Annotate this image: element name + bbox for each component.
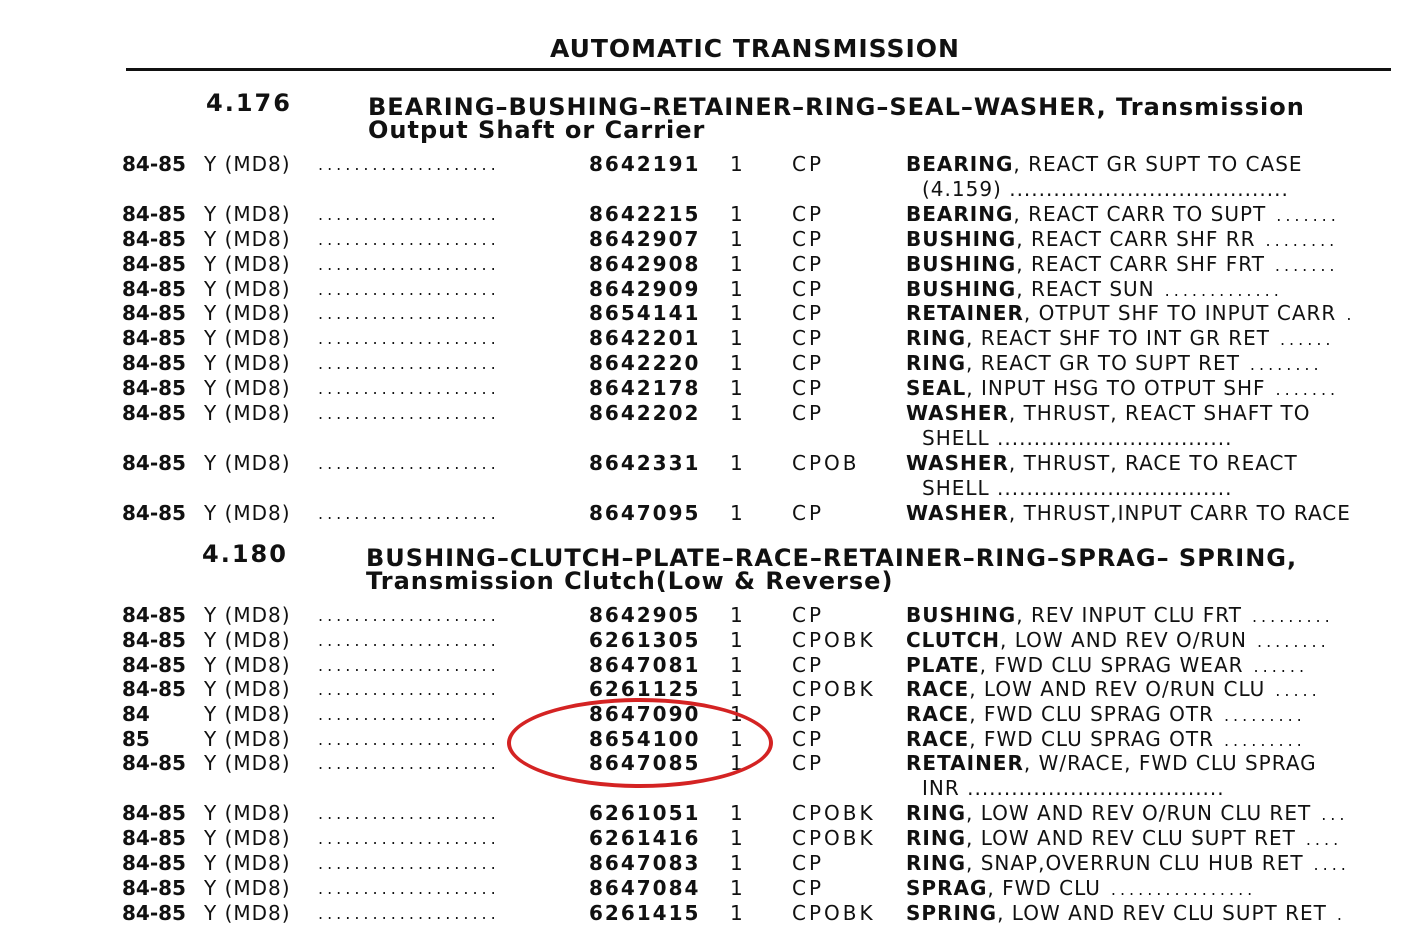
part-description [906, 501, 1351, 526]
class-code: CPOBK [792, 677, 876, 701]
quantity: 1 [730, 653, 743, 677]
quantity: 1 [730, 826, 743, 850]
parts-row [0, 277, 1412, 302]
class-code: CP [792, 202, 825, 226]
part-detail: , LOW AND REV CLU SUPT RET [997, 901, 1327, 925]
leader-dots: .................... [318, 730, 500, 749]
quantity: 1 [730, 801, 743, 825]
quantity: 1 [730, 677, 743, 701]
parts-row [0, 628, 1412, 653]
part-description [906, 252, 1339, 278]
part-description [906, 376, 1339, 402]
part-name: SPRAG [906, 876, 988, 900]
part-description [906, 628, 1330, 654]
model-code: Y (MD8) [204, 451, 291, 475]
model-code: Y (MD8) [204, 653, 291, 677]
part-number: 8654141 [589, 301, 701, 325]
part-description [906, 851, 1350, 877]
model-year: 84-85 [122, 751, 186, 775]
parts-row [0, 351, 1412, 376]
part-name: RACE [906, 727, 970, 751]
model-code: Y (MD8) [204, 277, 291, 301]
section-number: 4.176 [206, 89, 292, 117]
class-code: CP [792, 501, 825, 525]
model-year: 84-85 [122, 628, 186, 652]
part-detail: , FWD CLU SPRAG WEAR [979, 653, 1244, 677]
part-number: 6261305 [589, 628, 701, 652]
model-year: 84-85 [122, 603, 186, 627]
trailing-dots: ...... [1253, 657, 1309, 676]
trailing-dots: ....... [1276, 206, 1340, 225]
parts-row [0, 826, 1412, 851]
model-code: Y (MD8) [204, 603, 291, 627]
part-description [906, 801, 1348, 827]
trailing-dots: .... [1313, 855, 1350, 874]
quantity: 1 [730, 227, 743, 251]
leader-dots: .................... [318, 280, 500, 299]
part-name: RING [906, 326, 966, 350]
model-code: Y (MD8) [204, 501, 291, 525]
class-code: CP [792, 702, 825, 726]
model-year: 84-85 [122, 252, 186, 276]
part-description [906, 677, 1321, 703]
class-code: CP [792, 876, 825, 900]
part-number: 8642201 [589, 326, 701, 350]
part-detail: , FWD CLU [987, 876, 1101, 900]
part-name: WASHER [906, 451, 1009, 475]
model-code: Y (MD8) [204, 851, 291, 875]
part-name: RETAINER [906, 751, 1024, 775]
part-name: SPRING [906, 901, 998, 925]
quantity: 1 [730, 628, 743, 652]
model-year: 84-85 [122, 227, 186, 251]
model-year: 84-85 [122, 451, 186, 475]
parts-row [0, 301, 1412, 326]
class-code: CP [792, 376, 825, 400]
leader-dots: .................... [318, 754, 500, 773]
leader-dots: .................... [318, 879, 500, 898]
part-number: 6261416 [589, 826, 701, 850]
part-number: 8642905 [589, 603, 701, 627]
leader-dots: .................... [318, 454, 500, 473]
part-number: 8642331 [589, 451, 701, 475]
red-circle-annotation [507, 698, 773, 788]
class-code: CPOB [792, 451, 860, 475]
trailing-dots: . [1346, 305, 1356, 324]
parts-row [0, 876, 1412, 901]
parts-row [0, 801, 1412, 826]
model-year: 84 [122, 702, 150, 726]
part-number: 8647095 [589, 501, 701, 525]
quantity: 1 [730, 702, 743, 726]
part-name: RACE [906, 702, 970, 726]
trailing-dots: ....... [1275, 380, 1340, 399]
model-code: Y (MD8) [204, 202, 291, 226]
part-detail: , THRUST, RACE TO REACT [1008, 451, 1298, 475]
part-number: 8647083 [589, 851, 701, 875]
part-name: SEAL [906, 376, 967, 400]
part-name: BUSHING [906, 603, 1017, 627]
part-name: CLUTCH [906, 628, 1001, 652]
part-number: 6261051 [589, 801, 701, 825]
part-detail: , SNAP,OVERRUN CLU HUB RET [966, 851, 1304, 875]
model-year: 84-85 [122, 326, 186, 350]
part-description [906, 401, 1311, 426]
model-code: Y (MD8) [204, 901, 291, 925]
parts-row [0, 451, 1412, 476]
model-year: 85 [122, 727, 150, 751]
part-detail: , FWD CLU SPRAG OTR [969, 727, 1214, 751]
model-code: Y (MD8) [204, 152, 291, 176]
parts-row [0, 677, 1412, 702]
part-name: BEARING [906, 202, 1014, 226]
part-number: 8642202 [589, 401, 701, 425]
part-description [906, 152, 1303, 177]
class-code: CPOBK [792, 628, 876, 652]
model-code: Y (MD8) [204, 702, 291, 726]
description-continuation: SHELL ................................ [922, 476, 1233, 500]
part-detail: , LOW AND REV CLU SUPT RET [966, 826, 1296, 850]
part-number: 8647090 [589, 702, 701, 726]
part-description [906, 727, 1306, 753]
parts-row [0, 653, 1412, 678]
part-name: BUSHING [906, 227, 1017, 251]
trailing-dots: ...... [1279, 330, 1335, 349]
quantity: 1 [730, 451, 743, 475]
section-number: 4.180 [202, 540, 288, 568]
part-detail: , FWD CLU SPRAG OTR [969, 702, 1214, 726]
part-detail: , REACT GR TO SUPT RET [966, 351, 1240, 375]
class-code: CP [792, 727, 825, 751]
part-description [906, 351, 1323, 377]
leader-dots: .................... [318, 804, 500, 823]
trailing-dots: ........ [1265, 231, 1339, 250]
part-name: RING [906, 351, 966, 375]
parts-row [0, 202, 1412, 227]
part-description [906, 301, 1355, 327]
model-code: Y (MD8) [204, 351, 291, 375]
leader-dots: .................... [318, 829, 500, 848]
description-continuation: SHELL ................................ [922, 426, 1233, 450]
part-description [906, 751, 1317, 776]
leader-dots: .................... [318, 379, 500, 398]
quantity: 1 [730, 851, 743, 875]
class-code: CP [792, 277, 825, 301]
trailing-dots: ......... [1223, 706, 1306, 725]
part-number: 8642907 [589, 227, 701, 251]
part-detail: , REACT CARR SHF RR [1016, 227, 1256, 251]
model-year: 84-85 [122, 351, 186, 375]
parts-row [0, 152, 1412, 177]
model-code: Y (MD8) [204, 227, 291, 251]
part-detail: , INPUT HSG TO OTPUT SHF [966, 376, 1266, 400]
part-name: RACE [906, 677, 970, 701]
part-detail: , REACT CARR TO SUPT [1013, 202, 1267, 226]
part-detail: , REACT GR SUPT TO CASE [1013, 152, 1303, 176]
leader-dots: .................... [318, 404, 500, 423]
model-code: Y (MD8) [204, 677, 291, 701]
model-year: 84-85 [122, 501, 186, 525]
part-name: BEARING [906, 152, 1014, 176]
quantity: 1 [730, 252, 743, 276]
model-year: 84-85 [122, 277, 186, 301]
parts-row [0, 401, 1412, 426]
part-detail: , LOW AND REV O/RUN CLU RET [966, 801, 1312, 825]
model-year: 84-85 [122, 401, 186, 425]
model-code: Y (MD8) [204, 801, 291, 825]
part-detail: , THRUST,INPUT CARR TO RACE [1008, 501, 1351, 525]
page-title: AUTOMATIC TRANSMISSION [549, 34, 960, 63]
parts-row [0, 851, 1412, 876]
part-detail: , THRUST, REACT SHAFT TO [1008, 401, 1311, 425]
model-code: Y (MD8) [204, 727, 291, 751]
part-name: PLATE [906, 653, 980, 677]
trailing-dots: ..... [1275, 681, 1321, 700]
parts-row [0, 326, 1412, 351]
part-number: 8647084 [589, 876, 701, 900]
part-name: RING [906, 826, 966, 850]
class-code: CP [792, 351, 825, 375]
part-number: 8642191 [589, 152, 701, 176]
section-title-line1: BUSHING–CLUTCH–PLATE–RACE–RETAINER–RING–SPRAG– SPRING, [366, 544, 1298, 572]
part-description [906, 901, 1346, 927]
model-code: Y (MD8) [204, 376, 291, 400]
quantity: 1 [730, 751, 743, 775]
class-code: CP [792, 227, 825, 251]
quantity: 1 [730, 301, 743, 325]
trailing-dots: ....... [1274, 256, 1339, 275]
leader-dots: .................... [318, 705, 500, 724]
parts-row [0, 603, 1412, 628]
part-name: RING [906, 801, 966, 825]
part-number: 8647085 [589, 751, 701, 775]
quantity: 1 [730, 401, 743, 425]
title-rule [126, 68, 1391, 71]
part-detail: , REV INPUT CLU FRT [1016, 603, 1242, 627]
leader-dots: .................... [318, 255, 500, 274]
quantity: 1 [730, 202, 743, 226]
leader-dots: .................... [318, 656, 500, 675]
model-year: 84-85 [122, 301, 186, 325]
model-year: 84-85 [122, 376, 186, 400]
part-detail: , OTPUT SHF TO INPUT CARR [1023, 301, 1337, 325]
part-description [906, 876, 1256, 902]
leader-dots: .................... [318, 631, 500, 650]
description-continuation: (4.159) ...................................... [922, 177, 1289, 201]
class-code: CP [792, 751, 825, 775]
parts-row [0, 252, 1412, 277]
parts-row [0, 901, 1412, 926]
leader-dots: .................... [318, 854, 500, 873]
trailing-dots: ... [1321, 805, 1349, 824]
quantity: 1 [730, 876, 743, 900]
parts-row [0, 227, 1412, 252]
part-description [906, 202, 1340, 228]
model-code: Y (MD8) [204, 301, 291, 325]
parts-row [0, 376, 1412, 401]
model-year: 84-85 [122, 152, 186, 176]
part-number: 8642908 [589, 252, 701, 276]
class-code: CPOBK [792, 801, 876, 825]
part-detail: , REACT CARR SHF FRT [1016, 252, 1265, 276]
part-description [906, 702, 1306, 728]
part-number: 8642215 [589, 202, 701, 226]
part-detail: , LOW AND REV O/RUN [1000, 628, 1247, 652]
part-name: WASHER [906, 401, 1009, 425]
part-name: BUSHING [906, 252, 1017, 276]
trailing-dots: ............. [1164, 281, 1283, 300]
model-year: 84-85 [122, 876, 186, 900]
trailing-dots: ........ [1249, 355, 1323, 374]
model-year: 84-85 [122, 653, 186, 677]
model-year: 84-85 [122, 901, 186, 925]
class-code: CP [792, 653, 825, 677]
part-name: BUSHING [906, 277, 1017, 301]
leader-dots: .................... [318, 329, 500, 348]
class-code: CP [792, 603, 825, 627]
part-number: 6261415 [589, 901, 701, 925]
section-title-line2: Transmission Clutch(Low & Reverse) [366, 567, 894, 595]
quantity: 1 [730, 901, 743, 925]
part-name: RETAINER [906, 301, 1024, 325]
part-number: 8647081 [589, 653, 701, 677]
quantity: 1 [730, 152, 743, 176]
leader-dots: .................... [318, 904, 500, 923]
quantity: 1 [730, 277, 743, 301]
class-code: CP [792, 851, 825, 875]
leader-dots: .................... [318, 205, 500, 224]
model-code: Y (MD8) [204, 751, 291, 775]
parts-row [0, 501, 1412, 526]
class-code: CP [792, 401, 825, 425]
part-number: 8642909 [589, 277, 701, 301]
part-description [906, 451, 1298, 476]
part-number: 8642178 [589, 376, 701, 400]
leader-dots: .................... [318, 354, 500, 373]
part-description [906, 603, 1334, 629]
class-code: CP [792, 152, 825, 176]
model-code: Y (MD8) [204, 628, 291, 652]
model-code: Y (MD8) [204, 326, 291, 350]
quantity: 1 [730, 351, 743, 375]
trailing-dots: .... [1305, 830, 1343, 849]
quantity: 1 [730, 326, 743, 350]
model-year: 84-85 [122, 677, 186, 701]
part-detail: , LOW AND REV O/RUN CLU [969, 677, 1266, 701]
leader-dots: .................... [318, 504, 500, 523]
trailing-dots: ................ [1110, 880, 1257, 899]
model-code: Y (MD8) [204, 876, 291, 900]
leader-dots: .................... [318, 155, 500, 174]
model-code: Y (MD8) [204, 252, 291, 276]
section-title-line1: BEARING–BUSHING–RETAINER–RING–SEAL–WASHER, Transmission [368, 93, 1305, 121]
part-detail: , REACT SUN [1016, 277, 1155, 301]
quantity: 1 [730, 727, 743, 751]
part-number: 6261125 [589, 677, 701, 701]
model-year: 84-85 [122, 851, 186, 875]
model-year: 84-85 [122, 826, 186, 850]
part-name: WASHER [906, 501, 1009, 525]
leader-dots: .................... [318, 304, 500, 323]
trailing-dots: . [1336, 905, 1346, 924]
trailing-dots: ......... [1223, 731, 1306, 750]
leader-dots: .................... [318, 606, 500, 625]
class-code: CPOBK [792, 826, 876, 850]
leader-dots: .................... [318, 230, 500, 249]
part-name: RING [906, 851, 966, 875]
quantity: 1 [730, 376, 743, 400]
quantity: 1 [730, 501, 743, 525]
part-description [906, 653, 1308, 679]
trailing-dots: ........ [1256, 632, 1330, 651]
class-code: CPOBK [792, 901, 876, 925]
description-continuation: INR ................................... [922, 776, 1225, 800]
class-code: CP [792, 252, 825, 276]
part-detail: , W/RACE, FWD CLU SPRAG [1023, 751, 1317, 775]
class-code: CP [792, 301, 825, 325]
model-code: Y (MD8) [204, 401, 291, 425]
part-description [906, 277, 1283, 303]
part-detail: , REACT SHF TO INT GR RET [966, 326, 1270, 350]
class-code: CP [792, 326, 825, 350]
model-year: 84-85 [122, 801, 186, 825]
quantity: 1 [730, 603, 743, 627]
part-number: 8642220 [589, 351, 701, 375]
model-year: 84-85 [122, 202, 186, 226]
part-description [906, 326, 1334, 352]
section-title-line2: Output Shaft or Carrier [368, 116, 706, 144]
part-description [906, 227, 1338, 253]
part-number: 8654100 [589, 727, 701, 751]
leader-dots: .................... [318, 680, 500, 699]
trailing-dots: ......... [1251, 607, 1334, 626]
part-description [906, 826, 1342, 852]
model-code: Y (MD8) [204, 826, 291, 850]
